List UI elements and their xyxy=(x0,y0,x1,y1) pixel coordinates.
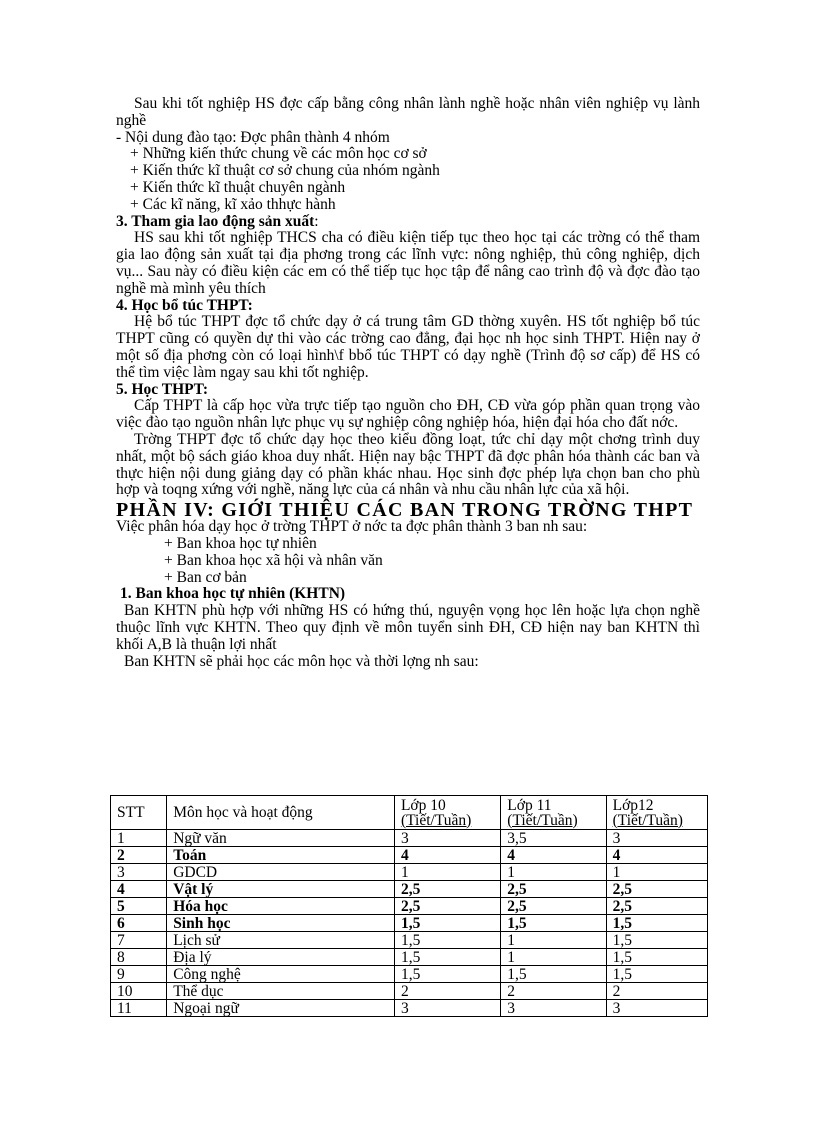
cell-stt: 6 xyxy=(111,915,167,932)
header-grade-12-unit: (Tiết/Tuần) xyxy=(612,811,683,829)
cell-g10: 2 xyxy=(394,983,500,1000)
cell-subject: Hóa học xyxy=(167,898,395,915)
cell-g10: 1 xyxy=(394,864,500,881)
cell-g10: 2,5 xyxy=(394,881,500,898)
header-grade-11-label: Lớp 11 xyxy=(507,796,552,814)
table-row xyxy=(111,1000,708,1017)
cell-stt: 4 xyxy=(111,881,167,898)
header-stt: STT xyxy=(111,796,167,830)
header-grade-10-label: Lớp 10 xyxy=(400,796,446,814)
cell-g11: 1,5 xyxy=(501,966,606,983)
khtn-body-1: Ban KHTN phù hợp với những HS có hứng thú, nguyện vọng học lên hoặc lựa chọn nghề thuộc lĩnh vực KHTN. Theo quy định về môn tuyển sinh ĐH, CĐ hiện nay ban KHTN thì khối A,B là thuận lợi nhất xyxy=(116,602,700,653)
list-item: + Ban khoa học xã hội và nhân văn xyxy=(164,551,383,569)
cell-g11: 1 xyxy=(501,864,606,881)
cell-g10: 3 xyxy=(394,1000,500,1017)
cell-g12: 2,5 xyxy=(606,898,707,915)
cell-g12: 2 xyxy=(606,983,707,1000)
section-4-heading: 4. Học bổ túc THPT: xyxy=(116,296,253,314)
cell-stt: 5 xyxy=(111,898,167,915)
training-content-line: - Nội dung đào tạo: Đợc phân thành 4 nhóm xyxy=(116,128,390,146)
part-4-intro: Việc phân hóa dạy học ở trờng THPT ở nớc ta đợc phân thành 3 ban nh sau: xyxy=(116,518,588,536)
list-item: + Những kiến thức chung về các môn học cơ sở xyxy=(130,145,427,163)
table-row xyxy=(111,898,708,915)
cell-g10: 2,5 xyxy=(394,898,500,915)
table-row xyxy=(111,932,708,949)
header-subject: Môn học và hoạt động xyxy=(167,796,395,830)
table-row xyxy=(111,830,708,847)
table-row xyxy=(111,966,708,983)
header-grade-12 xyxy=(606,796,707,830)
cell-g10: 1,5 xyxy=(394,949,500,966)
part-4-heading: PHẦN IV: GIỚI THIỆU CÁC BAN TRONG TRỜNG THPT xyxy=(116,499,694,522)
cell-stt: 3 xyxy=(111,864,167,881)
section-3-title: 3. Tham gia lao động sản xuất xyxy=(116,212,315,230)
cell-subject: Toán xyxy=(167,847,395,864)
paragraph-graduation: Sau khi tốt nghiệp HS đợc cấp bằng công nhân lành nghề hoặc nhân viên nghiệp vụ lành nghề xyxy=(116,95,700,129)
table-row xyxy=(111,881,708,898)
header-grade-10-unit: (Tiết/Tuần) xyxy=(400,811,472,829)
header-grade-10 xyxy=(394,796,500,830)
section-3-heading xyxy=(116,214,700,231)
cell-g10: 1,5 xyxy=(394,966,500,983)
section-3-body: HS sau khi tốt nghiệp THCS cha có điều kiện tiếp tục theo học tại các trờng có thể tham gia lao động sản xuất tại địa phơng trong các lĩnh vực: nông nghiệp, thủ công nghiệp, dịch vụ... Sau này có điều kiện các em có thể tiếp tục học tập để nâng cao trình độ và đợc đào tạo nghề mà mình yêu thích xyxy=(116,229,700,297)
cell-g11: 3,5 xyxy=(501,830,606,847)
cell-g11: 4 xyxy=(501,847,606,864)
cell-g10: 1,5 xyxy=(394,932,500,949)
cell-g12: 1,5 xyxy=(606,949,707,966)
table-row xyxy=(111,915,708,932)
list-item: + Kiến thức kĩ thuật cơ sở chung của nhóm ngành xyxy=(130,162,440,180)
cell-subject: Vật lý xyxy=(167,881,395,898)
cell-stt: 7 xyxy=(111,932,167,949)
section-4-body: Hệ bổ túc THPT đợc tổ chức dạy ở cá trung tâm GD thờng xuyên. HS tốt nghiệp bổ túc THPT cũng có quyền dự thi vào các trờng cao đẳng, đại học nh học sinh THPT. Hiện nay ở một số địa phơng còn có loại hình\f bbổ túc THPT có dạy nghề (Trình độ sơ cấp) để HS có thể tìm việc làm ngay sau khi tốt nghiệp. xyxy=(116,313,700,381)
cell-stt: 8 xyxy=(111,949,167,966)
cell-stt: 1 xyxy=(111,830,167,847)
section-3-colon: : xyxy=(314,212,319,230)
cell-subject: Địa lý xyxy=(167,949,395,966)
cell-g10: 1,5 xyxy=(394,915,500,932)
cell-subject: Sinh học xyxy=(167,915,395,932)
khtn-heading: 1. Ban khoa học tự nhiên (KHTN) xyxy=(120,585,346,603)
cell-g12: 4 xyxy=(606,847,707,864)
section-5-body-2: Trờng THPT đợc tổ chức dạy học theo kiểu đồng loạt, tức chỉ dạy một chơng trình duy nhất, một bộ sách giáo khoa duy nhất. Hiện nay bậc THPT đã đợc phân hóa thành các ban và thực hiện nội dung giảng dạy có phần khác nhau. Học sinh đợc phép lựa chọn ban cho phù hợp và toqng xứng với nghề, năng lực của cá nhân và nhu cầu nhân lực của xã hội. xyxy=(116,430,700,499)
header-grade-11-unit: (Tiết/Tuần) xyxy=(507,811,578,829)
section-5-heading: 5. Học THPT: xyxy=(116,380,208,398)
cell-g11: 1,5 xyxy=(501,915,606,932)
cell-g10: 3 xyxy=(394,830,500,847)
section-5-body-1: Cấp THPT là cấp học vừa trực tiếp tạo nguồn cho ĐH, CĐ vừa góp phần quan trọng vào việc đào tạo nguồn nhân lực phục vụ sự nghiệp công nghiệp hóa, hiện đại hóa cho đất nớc. xyxy=(116,397,700,432)
table-header-row xyxy=(111,796,708,830)
table-row xyxy=(111,983,708,1000)
cell-subject: Công nghệ xyxy=(167,966,395,983)
cell-stt: 10 xyxy=(111,983,167,1000)
list-item: + Ban khoa học tự nhiên xyxy=(164,534,317,552)
cell-g12: 1,5 xyxy=(606,932,707,949)
document-body xyxy=(116,96,700,670)
cell-g11: 1 xyxy=(501,932,606,949)
cell-g11: 1 xyxy=(501,949,606,966)
cell-subject: Lịch sử xyxy=(167,932,395,949)
cell-stt: 2 xyxy=(111,847,167,864)
cell-g12: 3 xyxy=(606,830,707,847)
cell-g11: 2,5 xyxy=(501,898,606,915)
cell-g11: 2 xyxy=(501,983,606,1000)
khtn-body-2: Ban KHTN sẽ phải học các môn học và thời lợng nh sau: xyxy=(124,652,479,670)
cell-subject: Ngữ văn xyxy=(167,830,395,847)
cell-stt: 11 xyxy=(111,1000,167,1017)
cell-g12: 1,5 xyxy=(606,915,707,932)
list-item: + Các kĩ năng, kĩ xảo thhực hành xyxy=(130,195,336,213)
cell-g12: 3 xyxy=(606,1000,707,1017)
cell-subject: Ngoại ngữ xyxy=(167,1000,395,1017)
schedule-table xyxy=(110,795,708,1017)
header-grade-11 xyxy=(501,796,606,830)
table-row xyxy=(111,864,708,881)
cell-g12: 2,5 xyxy=(606,881,707,898)
cell-g11: 3 xyxy=(501,1000,606,1017)
header-grade-12-label: Lớp12 xyxy=(612,796,654,814)
list-item: + Ban cơ bản xyxy=(164,568,247,586)
cell-stt: 9 xyxy=(111,966,167,983)
list-item: + Kiến thức kĩ thuật chuyên ngành xyxy=(130,178,346,196)
table-row xyxy=(111,847,708,864)
cell-subject: GDCD xyxy=(167,864,395,881)
cell-g12: 1,5 xyxy=(606,966,707,983)
cell-g11: 2,5 xyxy=(501,881,606,898)
cell-subject: Thể dục xyxy=(167,983,395,1000)
table-row xyxy=(111,949,708,966)
table-body xyxy=(111,830,708,1017)
cell-g12: 1 xyxy=(606,864,707,881)
cell-g10: 4 xyxy=(394,847,500,864)
